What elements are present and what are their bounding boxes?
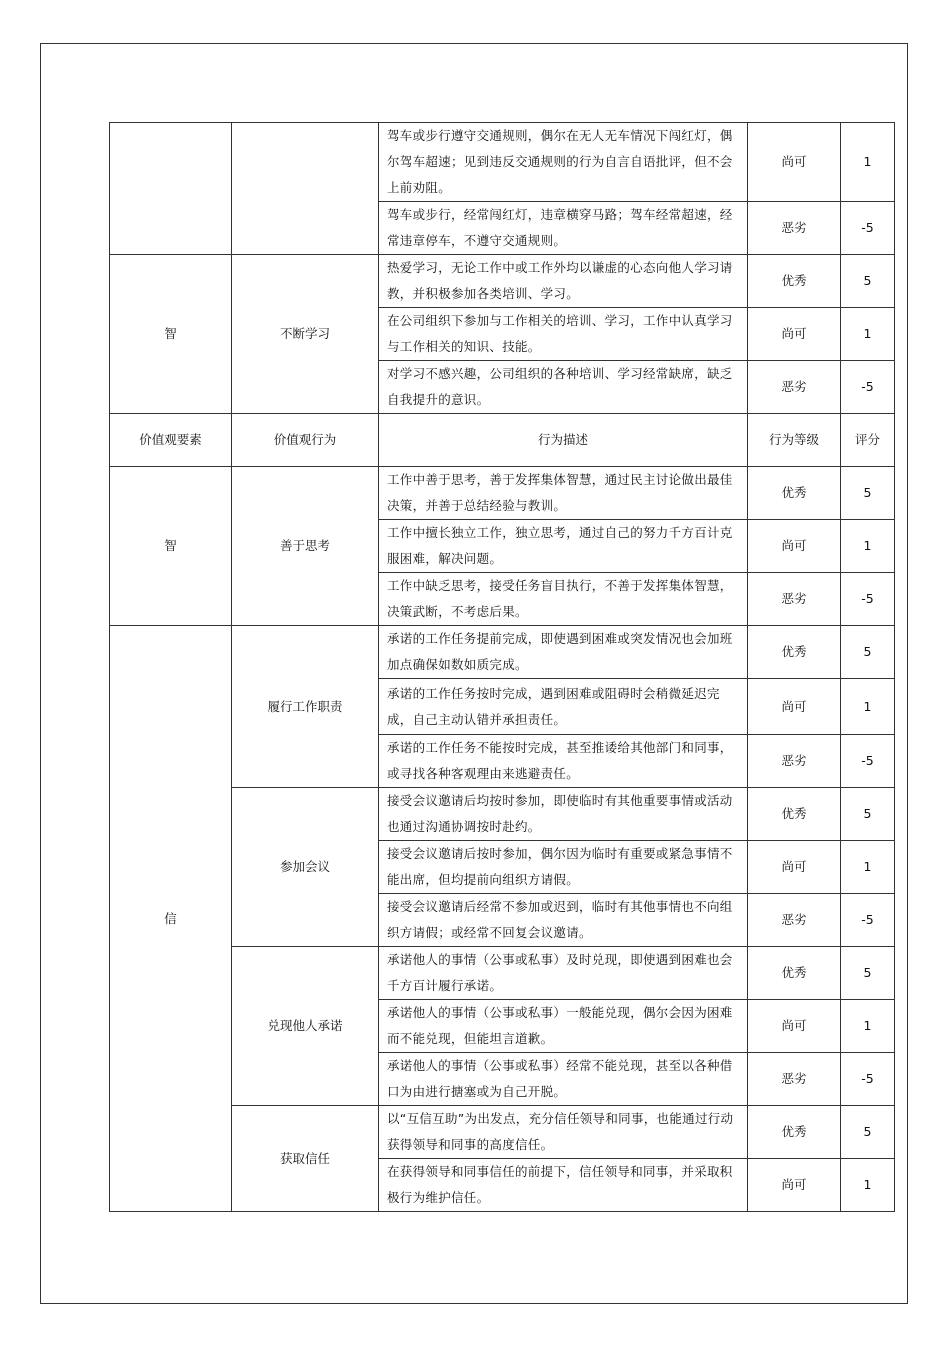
value-behavior-table	[109, 122, 895, 1212]
header-grade: 行为等级	[748, 414, 841, 467]
behavior-description: 对学习不感兴趣，公司组织的各种培训、学习经常缺席，缺乏自我提升的意识。	[379, 361, 748, 414]
value-behavior-cell: 参加会议	[232, 788, 379, 947]
behavior-grade: 优秀	[748, 467, 841, 520]
behavior-score: -5	[841, 894, 895, 947]
behavior-description: 接受会议邀请后按时参加，偶尔因为临时有重要或紧急事情不能出席，但均提前向组织方请假。	[379, 841, 748, 894]
behavior-score: 5	[841, 947, 895, 1000]
behavior-description: 承诺的工作任务不能按时完成，甚至推诿给其他部门和同事，或寻找各种客观理由来逃避责任。	[379, 735, 748, 788]
behavior-grade: 恶劣	[748, 573, 841, 626]
value-behavior-cell	[232, 123, 379, 255]
value-element-cell: 信	[110, 626, 232, 1212]
behavior-grade: 优秀	[748, 255, 841, 308]
behavior-description: 工作中缺乏思考，接受任务盲目执行，不善于发挥集体智慧，决策武断，不考虑后果。	[379, 573, 748, 626]
behavior-score: 1	[841, 520, 895, 573]
behavior-grade: 恶劣	[748, 735, 841, 788]
behavior-score: -5	[841, 361, 895, 414]
behavior-description: 承诺他人的事情（公事或私事）一般能兑现，偶尔会因为困难而不能兑现，但能坦言道歉。	[379, 1000, 748, 1053]
behavior-grade: 尚可	[748, 520, 841, 573]
behavior-score: 1	[841, 123, 895, 202]
behavior-grade: 优秀	[748, 1106, 841, 1159]
behavior-grade: 尚可	[748, 123, 841, 202]
value-behavior-cell: 不断学习	[232, 255, 379, 414]
behavior-score: -5	[841, 202, 895, 255]
behavior-grade: 恶劣	[748, 1053, 841, 1106]
behavior-score: -5	[841, 735, 895, 788]
value-element-cell	[110, 123, 232, 255]
behavior-description: 驾车或步行，经常闯红灯，违章横穿马路；驾车经常超速，经常违章停车，不遵守交通规则。	[379, 202, 748, 255]
behavior-score: -5	[841, 1053, 895, 1106]
value-behavior-cell: 获取信任	[232, 1106, 379, 1212]
behavior-score: 5	[841, 788, 895, 841]
behavior-score: 1	[841, 308, 895, 361]
behavior-grade: 尚可	[748, 1000, 841, 1053]
behavior-score: 1	[841, 679, 895, 735]
behavior-score: 5	[841, 467, 895, 520]
behavior-score: 1	[841, 1000, 895, 1053]
header-element: 价值观要素	[110, 414, 232, 467]
behavior-grade: 优秀	[748, 947, 841, 1000]
behavior-grade: 尚可	[748, 841, 841, 894]
behavior-score: 5	[841, 1106, 895, 1159]
behavior-grade: 恶劣	[748, 894, 841, 947]
header-behavior: 价值观行为	[232, 414, 379, 467]
behavior-score: 1	[841, 841, 895, 894]
behavior-grade: 恶劣	[748, 202, 841, 255]
behavior-grade: 优秀	[748, 788, 841, 841]
behavior-score: 5	[841, 626, 895, 679]
behavior-description: 承诺的工作任务按时完成，遇到困难或阻碍时会稍微延迟完成，自己主动认错并承担责任。	[379, 679, 748, 735]
behavior-description: 承诺他人的事情（公事或私事）经常不能兑现，甚至以各种借口为由进行搪塞或为自己开脱。	[379, 1053, 748, 1106]
table-row	[110, 467, 895, 520]
behavior-description: 热爱学习，无论工作中或工作外均以谦虚的心态向他人学习请教，并积极参加各类培训、学习。	[379, 255, 748, 308]
behavior-score: 5	[841, 255, 895, 308]
table-header-row	[110, 414, 895, 467]
behavior-description: 接受会议邀请后均按时参加，即使临时有其他重要事情或活动也通过沟通协调按时赴约。	[379, 788, 748, 841]
behavior-score: -5	[841, 573, 895, 626]
value-element-cell: 智	[110, 467, 232, 626]
value-behavior-cell: 兑现他人承诺	[232, 947, 379, 1106]
behavior-grade: 尚可	[748, 679, 841, 735]
header-description: 行为描述	[379, 414, 748, 467]
table-row	[110, 123, 895, 202]
behavior-description: 驾车或步行遵守交通规则，偶尔在无人无车情况下闯红灯，偶尔驾车超速；见到违反交通规则的行为自言自语批评，但不会上前劝阻。	[379, 123, 748, 202]
behavior-description: 承诺的工作任务提前完成，即使遇到困难或突发情况也会加班加点确保如数如质完成。	[379, 626, 748, 679]
behavior-score: 1	[841, 1159, 895, 1212]
value-behavior-cell: 履行工作职责	[232, 626, 379, 788]
table-row	[110, 255, 895, 308]
value-element-cell: 智	[110, 255, 232, 414]
behavior-description: 工作中擅长独立工作，独立思考，通过自己的努力千方百计克服困难，解决问题。	[379, 520, 748, 573]
behavior-description: 接受会议邀请后经常不参加或迟到，临时有其他事情也不向组织方请假；或经常不回复会议邀请。	[379, 894, 748, 947]
behavior-grade: 尚可	[748, 1159, 841, 1212]
behavior-grade: 优秀	[748, 626, 841, 679]
behavior-description: 在获得领导和同事信任的前提下，信任领导和同事，并采取积极行为维护信任。	[379, 1159, 748, 1212]
behavior-description: 在公司组织下参加与工作相关的培训、学习，工作中认真学习与工作相关的知识、技能。	[379, 308, 748, 361]
behavior-description: 承诺他人的事情（公事或私事）及时兑现，即使遇到困难也会千方百计履行承诺。	[379, 947, 748, 1000]
behavior-grade: 恶劣	[748, 361, 841, 414]
behavior-description: 以“互信互助”为出发点，充分信任领导和同事，也能通过行动获得领导和同事的高度信任。	[379, 1106, 748, 1159]
value-behavior-cell: 善于思考	[232, 467, 379, 626]
behavior-grade: 尚可	[748, 308, 841, 361]
header-score: 评分	[841, 414, 895, 467]
behavior-description: 工作中善于思考，善于发挥集体智慧，通过民主讨论做出最佳决策，并善于总结经验与教训。	[379, 467, 748, 520]
table-row	[110, 626, 895, 679]
